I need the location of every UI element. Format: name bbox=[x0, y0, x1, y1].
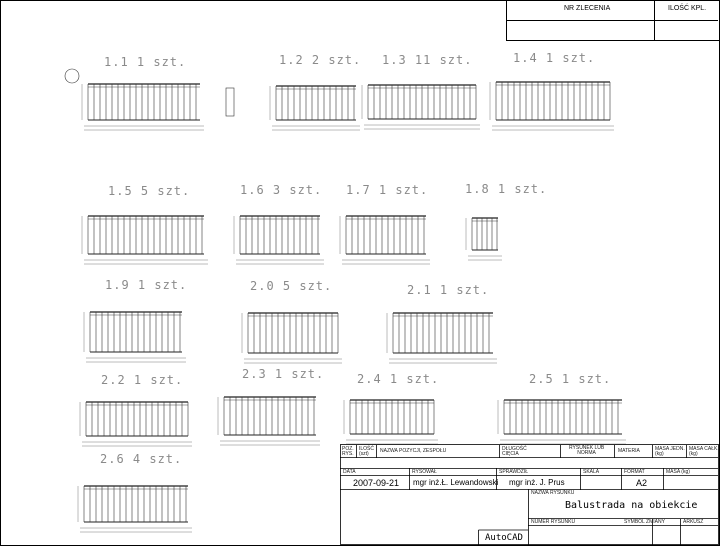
drawing-label: 2.5 1 szt. bbox=[529, 372, 612, 386]
col-masa-calk: MASA CAŁK. (kg) bbox=[689, 446, 719, 457]
col-rysunek-norma: RYSUNEK LUB NORMA bbox=[569, 445, 605, 456]
revision-symbol-label: SYMBOL ZMIANY bbox=[624, 519, 665, 525]
col-poz: POZ. RYS. bbox=[342, 446, 354, 457]
drawing-label: 2.1 1 szt. bbox=[407, 283, 490, 297]
checked-by-label: SPRAWDZIŁ bbox=[499, 469, 528, 475]
drawing-label: 1.4 1 szt. bbox=[513, 51, 596, 65]
drawn-by-value: mgr inż.Ł. Lewandowski bbox=[413, 478, 499, 487]
drawn-by-label: RYSOWAŁ bbox=[412, 469, 437, 475]
drawing-label: 1.5 5 szt. bbox=[108, 184, 191, 198]
software-label: AutoCAD bbox=[485, 533, 523, 543]
drawing-label: 1.9 1 szt. bbox=[105, 278, 188, 292]
drawing-label: 2.2 1 szt. bbox=[101, 373, 184, 387]
col-masa-jedn: MASA JEDN. (kg) bbox=[655, 446, 685, 457]
drawing-label: 2.4 1 szt. bbox=[357, 372, 440, 386]
order-number-label: NR ZLECENIA bbox=[564, 5, 611, 12]
col-ilosc: ILOŚĆ (szt) bbox=[359, 446, 375, 457]
quantity-sets-label: ILOŚĆ KPL. bbox=[668, 5, 707, 12]
scale-label: SKALA bbox=[583, 469, 600, 475]
drawing-label: 1.7 1 szt. bbox=[346, 183, 429, 197]
drawing-title: Balustrada na obiekcie bbox=[565, 500, 698, 511]
col-nazwa-pozycji: NAZWA POZYCJI, ZESPOŁU bbox=[380, 448, 447, 454]
mass-label: MASA (kg) bbox=[666, 469, 690, 475]
drawing-name-label: NAZWA RYSUNKU bbox=[531, 490, 575, 496]
col-materia: MATERIA bbox=[618, 448, 640, 454]
drawing-label: 1.6 3 szt. bbox=[240, 183, 323, 197]
col-dlugosc: DŁUGOŚĆ CIĘCIA bbox=[502, 446, 527, 457]
drawing-number-label: NUMER RYSUNKU bbox=[531, 519, 576, 525]
checked-by-value: mgr inż. J. Prus bbox=[509, 478, 565, 487]
drawing-label: 2.3 1 szt. bbox=[242, 367, 325, 381]
format-label: FORMAT bbox=[624, 469, 645, 475]
drawing-label: 2.6 4 szt. bbox=[100, 452, 183, 466]
drawing-label: 1.8 1 szt. bbox=[465, 182, 548, 196]
sheet-label: ARKUSZ bbox=[683, 519, 704, 525]
format-value: A2 bbox=[636, 478, 648, 488]
drawing-label: 1.3 11 szt. bbox=[382, 53, 473, 67]
date-label: DATA bbox=[343, 469, 356, 475]
drawing-label: 1.1 1 szt. bbox=[104, 55, 187, 69]
drawing-label: 2.0 5 szt. bbox=[250, 279, 333, 293]
drawing-label: 1.2 2 szt. bbox=[279, 53, 362, 67]
date-value: 2007-09-21 bbox=[353, 478, 400, 488]
